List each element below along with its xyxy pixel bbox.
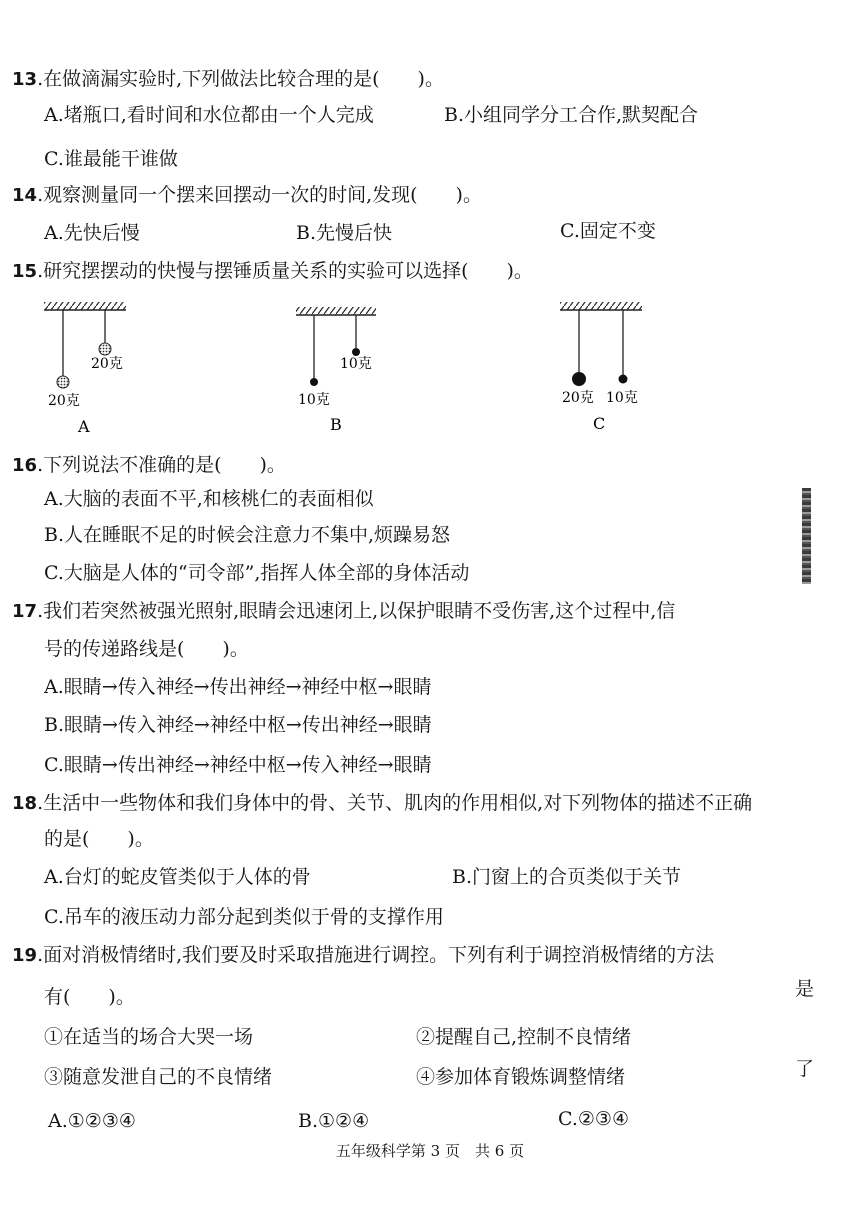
option-c: C.吊车的液压动力部分起到类似于骨的支撑作用	[44, 906, 444, 928]
question-number: 18	[12, 793, 38, 814]
page-footer: 五年级科学第 3 页 共 6 页	[335, 1142, 525, 1160]
option-c: C.固定不变	[560, 220, 656, 242]
question-18-stem	[12, 790, 752, 817]
ceiling-hatch	[296, 307, 376, 315]
option-label: A	[78, 417, 90, 436]
option-c: C.②③④	[558, 1108, 629, 1130]
weight-label: 10克	[340, 356, 372, 372]
cutoff-text: 是	[795, 978, 815, 1000]
option-a: A.眼睛→传入神经→传出神经→神经中枢→眼睛	[44, 676, 432, 698]
option-b: B.①②④	[298, 1110, 370, 1132]
pendulum-bob	[310, 378, 318, 386]
pendulum-bob	[572, 372, 586, 386]
pendulum-group-a	[44, 302, 126, 436]
question-text: .下列说法不准确的是( )。	[37, 454, 286, 476]
question-13-stem	[12, 66, 444, 93]
weight-label: 20克	[562, 390, 594, 406]
question-17-stem	[12, 598, 675, 625]
weight-label: 10克	[606, 390, 638, 406]
option-a: A.先快后慢	[44, 222, 140, 244]
question-number: 19	[12, 945, 38, 966]
statement-1: ①在适当的场合大哭一场	[44, 1026, 254, 1048]
option-label: B	[330, 415, 342, 434]
option-c: C.眼睛→传出神经→神经中枢→传入神经→眼睛	[44, 754, 432, 776]
question-number: 14	[12, 185, 38, 206]
question-19-stem-continued: 有( )。	[44, 986, 135, 1008]
question-14-stem	[12, 182, 482, 209]
weight-label: 20克	[91, 356, 123, 372]
option-a: A.堵瓶口,看时间和水位都由一个人完成	[44, 104, 374, 126]
pendulum-bob	[352, 348, 360, 356]
question-number: 15	[12, 261, 38, 282]
question-text: .研究摆摆动的快慢与摆锤质量关系的实验可以选择( )。	[37, 260, 533, 282]
statement-4: ④参加体育锻炼调整情绪	[416, 1066, 626, 1088]
question-text: .生活中一些物体和我们身体中的骨、关节、肌肉的作用相似,对下列物体的描述不正确	[37, 792, 753, 814]
question-text: .观察测量同一个摆来回摆动一次的时间,发现( )。	[37, 184, 482, 206]
pendulum-bob	[57, 376, 69, 388]
question-16-stem	[12, 452, 286, 479]
pendulum-group-c	[560, 302, 642, 433]
question-number: 13	[12, 69, 38, 90]
option-b: B.小组同学分工合作,默契配合	[444, 104, 699, 126]
question-text: .在做滴漏实验时,下列做法比较合理的是( )。	[37, 68, 444, 90]
option-b: B.先慢后快	[296, 222, 393, 244]
scan-binding-strip	[802, 488, 811, 584]
statement-3: ③随意发泄自己的不良情绪	[44, 1066, 273, 1088]
statement-2: ②提醒自己,控制不良情绪	[416, 1026, 632, 1048]
ceiling-hatch	[560, 302, 642, 310]
option-a: A.①②③④	[48, 1110, 136, 1132]
ceiling-hatch	[44, 302, 126, 310]
question-17-stem-continued: 号的传递路线是( )。	[44, 638, 249, 660]
pendulum-bob	[99, 343, 111, 355]
weight-label: 10克	[298, 392, 330, 408]
option-c: C.大脑是人体的“司令部”,指挥人体全部的身体活动	[44, 562, 470, 584]
question-number: 17	[12, 601, 38, 622]
pendulum-group-b	[296, 307, 376, 434]
question-number: 16	[12, 455, 38, 476]
option-label: C	[593, 414, 606, 433]
option-c: C.谁最能干谁做	[44, 148, 178, 170]
option-a: A.大脑的表面不平,和核桃仁的表面相似	[44, 488, 374, 510]
pendulum-bob	[619, 375, 628, 384]
cutoff-text: 了	[795, 1058, 815, 1080]
question-text: .我们若突然被强光照射,眼睛会迅速闭上,以保护眼睛不受伤害,这个过程中,信	[37, 600, 676, 622]
question-15-stem	[12, 258, 533, 285]
question-18-stem-continued: 的是( )。	[44, 828, 154, 850]
option-b: B.门窗上的合页类似于关节	[452, 866, 682, 888]
option-a: A.台灯的蛇皮管类似于人体的骨	[44, 866, 311, 888]
pendulum-figure	[0, 290, 700, 440]
question-text: .面对消极情绪时,我们要及时采取措施进行调控。下列有利于调控消极情绪的方法	[37, 944, 715, 966]
option-b: B.眼睛→传入神经→神经中枢→传出神经→眼睛	[44, 714, 432, 736]
question-19-stem	[12, 942, 714, 969]
option-b: B.人在睡眠不足的时候会注意力不集中,烦躁易怒	[44, 524, 451, 546]
weight-label: 20克	[48, 393, 80, 409]
